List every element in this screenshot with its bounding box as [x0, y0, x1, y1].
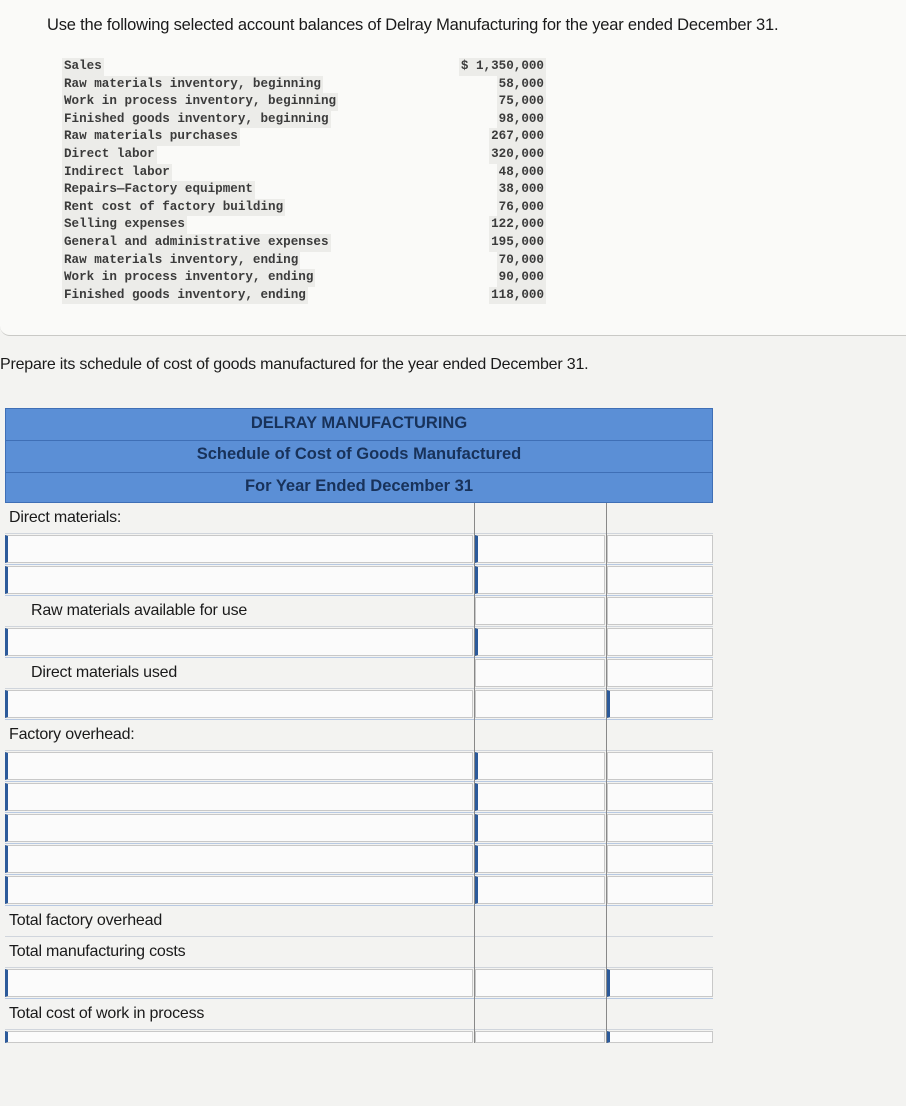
balance-row: Raw materials inventory, beginning 58,000 [62, 76, 552, 94]
description-input[interactable] [5, 752, 473, 780]
description-input[interactable] [5, 783, 473, 811]
total-wip-label: Total cost of work in process [9, 1005, 205, 1022]
amount-input[interactable] [475, 597, 605, 625]
balance-row: Finished goods inventory, beginning 98,000 [62, 111, 552, 129]
column-divider [606, 503, 607, 1043]
amount-input[interactable] [475, 752, 605, 780]
balance-row: Work in process inventory, ending 90,000 [62, 269, 552, 287]
amount-cell [607, 659, 713, 687]
account-balances-panel [0, 0, 906, 336]
schedule-title: Schedule of Cost of Goods Manufactured [196, 445, 522, 463]
amount-cell [607, 752, 713, 780]
balances-table [62, 58, 552, 304]
column-divider [474, 503, 475, 1043]
amount-input[interactable] [475, 845, 605, 873]
balance-row: Work in process inventory, beginning 75,000 [62, 93, 552, 111]
balance-row: General and administrative expenses 195,000 [62, 234, 552, 252]
factory-overhead-label: Factory overhead: [9, 726, 135, 743]
amount-cell [607, 566, 713, 594]
instruction-text: Use the following selected account balances of Delray Manufacturing for the year ended December 31. [47, 16, 779, 34]
balance-row: Indirect labor 48,000 [62, 164, 552, 182]
header-divider [6, 472, 712, 473]
description-input[interactable] [5, 566, 473, 594]
schedule-period: For Year Ended December 31 [244, 477, 474, 495]
amount-cell [607, 597, 713, 625]
direct-used-label: Direct materials used [31, 664, 178, 681]
amount-cell [607, 535, 713, 563]
amount-input[interactable] [475, 876, 605, 904]
direct-materials-label: Direct materials: [9, 509, 122, 526]
schedule-header [5, 408, 713, 503]
amount-cell [607, 783, 713, 811]
amount-input[interactable] [475, 535, 605, 563]
schedule-grid [5, 503, 713, 1043]
prompt-text: Prepare its schedule of cost of goods manufactured for the year ended December 31. [0, 356, 589, 373]
amount-input[interactable] [607, 969, 713, 997]
description-input[interactable] [5, 1031, 473, 1043]
amount-input[interactable] [475, 566, 605, 594]
description-input[interactable] [5, 535, 473, 563]
amount-input[interactable] [475, 814, 605, 842]
description-input[interactable] [5, 690, 473, 718]
company-name: DELRAY MANUFACTURING [250, 414, 468, 432]
amount-cell [607, 845, 713, 873]
amount-cell [607, 876, 713, 904]
balance-row: Selling expenses 122,000 [62, 216, 552, 234]
balance-row: Sales $ 1,350,000 [62, 58, 552, 76]
amount-cell [475, 659, 605, 687]
description-input[interactable] [5, 845, 473, 873]
balance-row: Raw materials purchases 267,000 [62, 128, 552, 146]
amount-input[interactable] [475, 783, 605, 811]
amount-cell [607, 628, 713, 656]
total-overhead-label: Total factory overhead [9, 912, 163, 929]
amount-input[interactable] [607, 1031, 713, 1043]
raw-available-label: Raw materials available for use [31, 602, 248, 619]
balance-row: Raw materials inventory, ending 70,000 [62, 252, 552, 270]
balance-row: Rent cost of factory building 76,000 [62, 199, 552, 217]
total-mfg-label: Total manufacturing costs [9, 943, 186, 960]
amount-cell [475, 969, 605, 997]
amount-cell [607, 814, 713, 842]
amount-input[interactable] [607, 690, 713, 718]
amount-cell [475, 1031, 605, 1043]
description-input[interactable] [5, 814, 473, 842]
description-input[interactable] [5, 876, 473, 904]
balance-row: Repairs—Factory equipment 38,000 [62, 181, 552, 199]
header-divider [6, 440, 712, 441]
description-input[interactable] [5, 969, 473, 997]
balance-row: Direct labor 320,000 [62, 146, 552, 164]
amount-input[interactable] [475, 628, 605, 656]
amount-cell [475, 690, 605, 718]
description-input[interactable] [5, 628, 473, 656]
balance-row: Finished goods inventory, ending 118,000 [62, 287, 552, 305]
